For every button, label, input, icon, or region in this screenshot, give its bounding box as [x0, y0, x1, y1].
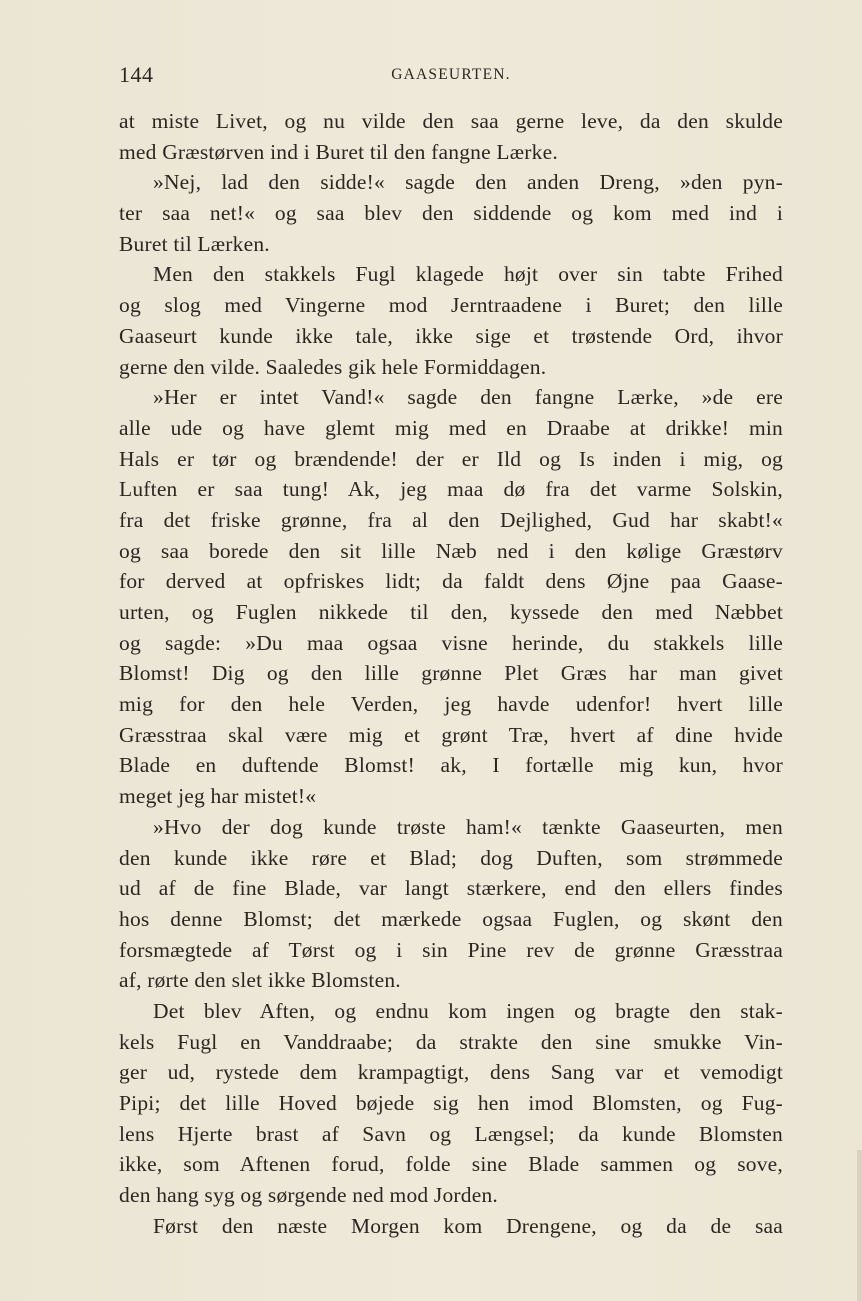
text-line: Gaaseurt kunde ikke tale, ikke sige et trøstende Ord, ihvor [119, 323, 783, 348]
text-line: ter saa net!« og saa blev den siddende og kom med ind i [119, 201, 783, 226]
text-line: at miste Livet, og nu vilde den saa gerne leve, da den skulde [119, 109, 783, 133]
page-header [119, 62, 783, 92]
text-line: meget jeg har mistet!« [119, 784, 317, 809]
text-line: med Græstørven ind i Buret til den fangne Lærke. [119, 139, 558, 164]
text-line: ikke, som Aftenen forud, folde sine Blade sammen og sove, [119, 1152, 783, 1177]
text-line: Men den stakkels Fugl klagede højt over sin tabte Frihed [153, 262, 783, 287]
text-line: og saa borede den sit lille Næb ned i den kølige Græstørv [119, 538, 783, 563]
text-line: Græsstraa skal være mig et grønt Træ, hvert af dine hvide [119, 722, 783, 747]
text-line: og sagde: »Du maa ogsaa visne herinde, du stakkels lille [119, 630, 783, 655]
text-line: Først den næste Morgen kom Drengene, og da de saa [153, 1213, 783, 1238]
text-line: kels Fugl en Vanddraabe; da strakte den sine smukke Vin- [119, 1029, 783, 1054]
page-number: 144 [119, 62, 154, 87]
text-line: »Her er intet Vand!« sagde den fangne Lærke, »de ere [153, 385, 783, 410]
text-line: Blade en duftende Blomst! ak, I fortælle mig kun, hvor [119, 753, 783, 778]
text-line: »Hvo der dog kunde trøste ham!« tænkte Gaaseurten, men [153, 814, 783, 839]
text-line: forsmægtede af Tørst og i sin Pine rev de grønne Græsstraa [119, 937, 783, 962]
text-line: »Nej, lad den sidde!« sagde den anden Dreng, »den pyn- [153, 170, 783, 195]
running-title: GAASEURTEN. [391, 66, 511, 83]
page-edge [857, 1150, 862, 1301]
body-text [119, 106, 783, 1241]
text-line: og slog med Vingerne mod Jerntraadene i Buret; den lille [119, 293, 783, 318]
text-line: urten, og Fuglen nikkede til den, kyssede den med Næbbet [119, 600, 783, 624]
text-line: Pipi; det lille Hoved bøjede sig hen imod Blomsten, og Fug- [119, 1091, 783, 1115]
text-line: den kunde ikke røre et Blad; dog Duften, som strømmede [119, 845, 783, 870]
text-line: hos denne Blomst; det mærkede ogsaa Fuglen, og skønt den [119, 906, 783, 931]
text-line: mig for den hele Verden, jeg havde udenfor! hvert lille [119, 692, 783, 717]
text-line: for derved at opfriskes lidt; da faldt dens Øjne paa Gaase- [119, 569, 783, 594]
text-line: gerne den vilde. Saaledes gik hele Formiddagen. [119, 354, 547, 379]
text-line: Det blev Aften, og endnu kom ingen og bragte den stak- [153, 998, 783, 1023]
text-line: alle ude og have glemt mig med en Draabe at drikke! min [119, 415, 783, 440]
text-line: Hals er tør og brændende! der er Ild og Is inden i mig, og [119, 446, 783, 471]
text-line: fra det friske grønne, fra al den Dejlighed, Gud har skabt!« [119, 507, 783, 532]
text-line: den hang syg og sørgende ned mod Jorden. [119, 1183, 499, 1208]
text-line: Blomst! Dig og den lille grønne Plet Græs har man givet [119, 661, 783, 686]
text-line: ger ud, rystede dem krampagtigt, dens Sang var et vemodigt [119, 1060, 783, 1085]
text-line: Buret til Lærken. [119, 231, 270, 256]
text-line: ud af de fine Blade, var langt stærkere, end den ellers findes [119, 876, 783, 901]
text-line: Luften er saa tung! Ak, jeg maa dø fra det varme Solskin, [119, 477, 783, 502]
text-line: lens Hjerte brast af Savn og Længsel; da kunde Blomsten [119, 1121, 783, 1146]
text-line: af, rørte den slet ikke Blomsten. [119, 968, 401, 993]
